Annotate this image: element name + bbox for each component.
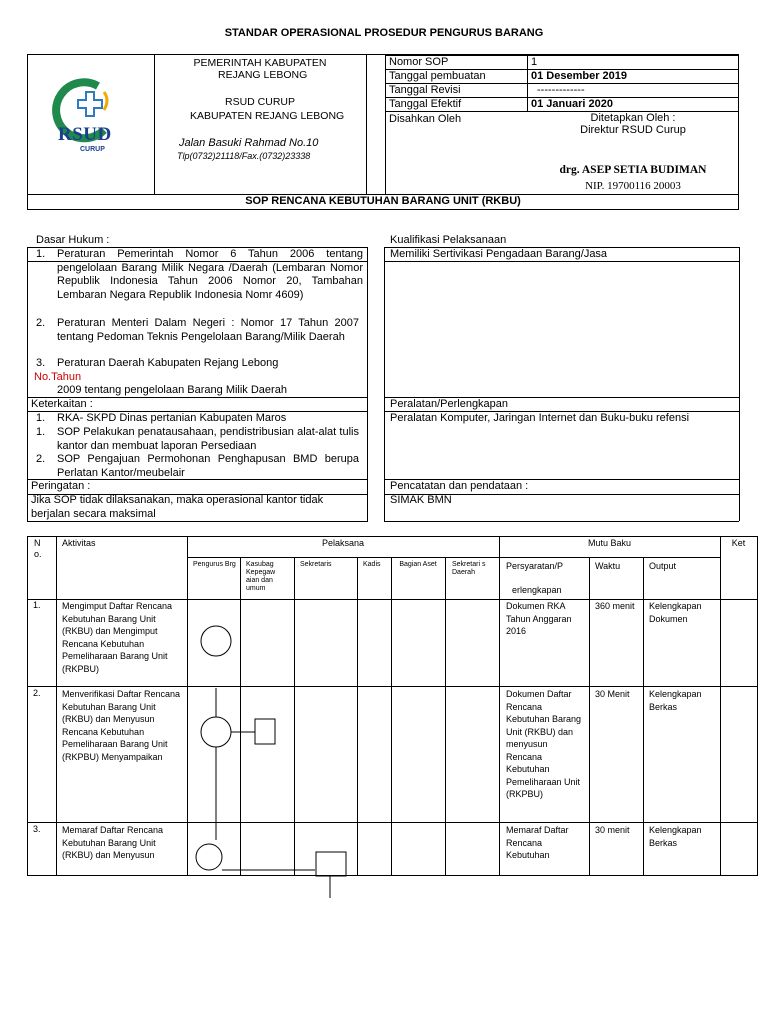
phone: Tlp(0732)21118/Fax.(0732)23338	[177, 151, 311, 161]
kualifikasi: Memiliki Sertivikasi Pengadaan Barang/Jasa	[390, 248, 608, 260]
meta-value-revisi: -------------	[537, 84, 585, 96]
peringatan: Jika SOP tidak dilaksanakan, maka operasional kantor tidak berjalan secara maksimal	[31, 494, 324, 520]
ket-1: RKA- SKPD Dinas pertanian Kabupaten Maros	[57, 412, 287, 424]
sub-persyaratan: Persyaratan/P	[506, 561, 564, 571]
flow-node-2	[201, 717, 231, 747]
col-ket: Ket	[731, 538, 746, 548]
dasar-label: Dasar Hukum :	[36, 234, 110, 246]
org-line4: KABUPATEN REJANG LEBONG	[190, 110, 345, 122]
kualifikasi-label: Kualifikasi Pelaksanaan	[390, 234, 507, 246]
ket-2-num: 1.	[36, 426, 46, 438]
row2-output: Kelengkapan Berkas	[649, 689, 702, 712]
ket-3: SOP Pengajuan Permohonan Penghapusan BMD berupa Perlatan Kantor/meubelair	[57, 453, 359, 479]
dasar-3-num: 3.	[36, 357, 46, 369]
pencatatan-label: Pencatatan dan pendataan :	[390, 480, 529, 492]
logo-text: RSUD	[58, 124, 112, 145]
meta-value-pembuatan: 01 Desember 2019	[531, 70, 628, 82]
row2-waktu: 30 Menit	[595, 689, 630, 699]
row3-no: 3.	[33, 824, 41, 834]
peringatan-label: Peringatan :	[31, 480, 91, 492]
sub-persyaratan2: erlengkapan	[512, 585, 562, 595]
flow-node-1	[201, 626, 231, 656]
row1-persyaratan: Dokumen RKA Tahun Anggaran 2016	[506, 601, 572, 636]
meta-label-pembuatan: Tanggal pembuatan	[389, 70, 486, 82]
ket-2: SOP Pelakukan penatausahaan, pendistribusian alat-alat tulis kantor dan membuat laporan Persediaan	[57, 426, 359, 452]
dasar-3b: 2009 tentang pengelolaan Barang Milik Daerah	[57, 384, 287, 396]
col-pelaksana: Pelaksana	[321, 538, 365, 548]
flow-process-node	[316, 852, 346, 876]
row3-aktivitas: Memaraf Daftar Rencana Kebutuhan Barang Unit (RKBU) dan Menyusun	[62, 825, 164, 860]
peralatan-label: Peralatan/Perlengkapan	[390, 398, 509, 410]
ket-3-num: 2.	[36, 453, 46, 465]
nip: NIP. 19700116 20003	[585, 180, 681, 192]
dasar-2: Peraturan Menteri Dalam Negeri : Nomor 17 Tahun 2007 tentang Pedoman Teknis Pengelolaan Barang/Milik Daerah	[57, 317, 359, 343]
row3-waktu: 30 menit	[595, 825, 630, 835]
keterkaitan-label: Keterkaitan :	[31, 398, 93, 410]
row1-output: Kelengkapan Dokumen	[649, 601, 702, 624]
approved-by2: Direktur RSUD Curup	[580, 124, 686, 136]
sub-kadis: Kadis	[363, 561, 381, 568]
pencatatan: SIMAK BMN	[390, 494, 452, 506]
col-aktivitas: Aktivitas	[62, 538, 96, 548]
flow-document-node	[255, 719, 275, 744]
meta-value-nomor: 1	[531, 56, 538, 68]
sub-waktu: Waktu	[595, 561, 621, 571]
org-line2: REJANG LEBONG	[218, 69, 308, 81]
dasar-1-num: 1.	[36, 248, 46, 260]
sop-name: SOP RENCANA KEBUTUHAN BARANG UNIT (RKBU)	[245, 195, 521, 207]
org-line1: PEMERINTAH KABUPATEN	[193, 57, 327, 69]
row3-persyaratan: Memaraf Daftar Rencana Kebutuhan	[506, 825, 569, 860]
sub-sekda: Sekretari s Daerah	[452, 561, 486, 576]
dasar-3: Peraturan Daerah Kabupaten Rejang Lebong	[57, 357, 279, 369]
ket-1-num: 1.	[36, 412, 46, 424]
row2-persyaratan: Dokumen Daftar Rencana Kebutuhan Barang Unit (RKBU) dan menyusun Rencana Kebutuhan Pemeliharaan Unit (RKPBU)	[506, 689, 582, 799]
org-line3: RSUD CURUP	[224, 96, 295, 108]
meta-label-efektif: Tanggal Efektif	[389, 98, 462, 110]
logo-subtext: CURUP	[80, 146, 105, 153]
dasar-2-num: 2.	[36, 317, 46, 329]
meta-label-revisi: Tanggal Revisi	[389, 84, 461, 96]
sub-output: Output	[649, 561, 677, 571]
row2-no: 2.	[33, 688, 41, 698]
col-mutu: Mutu Baku	[587, 538, 632, 548]
sub-bagian: Bagian Aset	[399, 561, 437, 568]
peralatan: Peralatan Komputer, Jaringan Internet dan Buku-buku refensi	[390, 412, 690, 424]
approved-label: Disahkan Oleh	[389, 113, 462, 125]
row1-no: 1.	[33, 600, 41, 610]
sub-sekretaris: Sekretaris	[300, 561, 332, 568]
page-title: STANDAR OPERASIONAL PROSEDUR PENGURUS BARANG	[224, 27, 544, 39]
sub-pengurus: Pengurus Brg	[193, 561, 236, 568]
meta-label-nomor: Nomor SOP	[389, 56, 449, 68]
approved-by1: Ditetapkan Oleh :	[590, 112, 676, 124]
col-no: N o.	[34, 538, 42, 559]
address: Jalan Basuki Rahmad No.10	[179, 137, 319, 149]
meta-value-efektif: 01 Januari 2020	[531, 98, 613, 110]
row1-waktu: 360 menit	[595, 601, 635, 611]
sub-kasubag: Kasubag Kepegaw aian dan umum	[246, 561, 276, 592]
dasar-3-red: No.Tahun	[34, 371, 82, 383]
signatory: drg. ASEP SETIA BUDIMAN	[559, 164, 707, 176]
flow-node-3	[196, 844, 222, 870]
row1-aktivitas: Mengimput Daftar Rencana Kebutuhan Barang Unit (RKBU) dan Mengimput Rencana Kebutuhan Pemeliharaan Barang Unit (RKPBU)	[62, 601, 173, 674]
row3-output: Kelengkapan Berkas	[649, 825, 702, 848]
row2-aktivitas: Menverifikasi Daftar Rencana Kebutuhan Barang Unit (RKBU) dan Menyusun Rencana Kebutuhan Pemeliharaan Barang Unit (RKPBU) Menyampaikan	[62, 689, 181, 762]
dasar-1: Peraturan Pemerintah Nomor 6 Tahun 2006 tentang pengelolaan Barang Milik Negara /Daerah (Lembaran Nomor Republik Indonesia Tahun 2006 Nomor 20, Tambahan Lembaran Negara Republik Indonesia Nomr 4609)	[57, 248, 363, 301]
